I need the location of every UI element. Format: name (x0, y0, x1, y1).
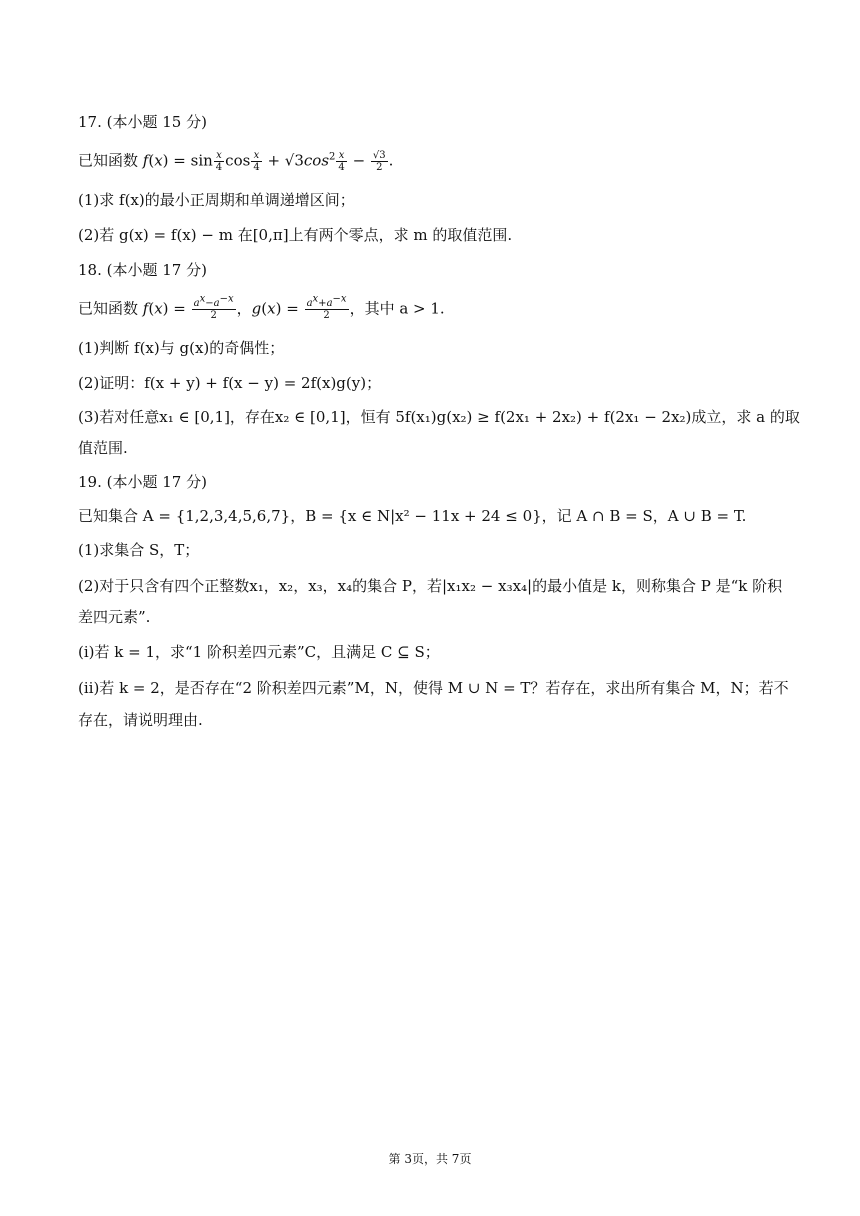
q17-part1: (1)求 f(x)的最小正周期和单调递增区间； (78, 191, 355, 209)
q17-header: 17. (本小题 15 分) (78, 113, 207, 131)
q18-stem-prefix: 已知函数 (78, 299, 143, 318)
q17-stem-prefix: 已知函数 (78, 151, 143, 170)
q19-sub-ii-line1: (ⅱ)若 k = 2，是否存在“2 阶积差四元素”M，N，使得 M ∪ N = T？若存在，求出所有集合 M，N；若不 (78, 679, 789, 697)
q18-part1: (1)判断 f(x)与 g(x)的奇偶性； (78, 339, 285, 357)
q18-header: 18. (本小题 17 分) (78, 261, 207, 279)
q18-part3-line1: (3)若对任意x₁ ∈ [0,1]，存在x₂ ∈ [0,1]，恒有 5f(x₁)g(x₂) ≥ f(2x₁ + 2x₂) + f(2x₁ − 2x₂)成立，求 a 的取 (78, 408, 800, 426)
page-footer: 第 3页，共 7页 (388, 1152, 472, 1166)
q17-stem: 已知函数 f(x) = sin $\frac{x}{4}$ cos $\frac{x}{4}$ + $√3\cos^2$ $\frac{x}{4}$ − $\frac{√3}{2}$ . (78, 150, 394, 173)
q19-part2-line2: 差四元素”. (78, 608, 151, 626)
q19-header: 19. (本小题 17 分) (78, 473, 207, 491)
q19-part1: (1)求集合 S，T； (78, 541, 200, 559)
q18-stem-suffix: ，其中 a > 1. (349, 299, 445, 318)
q19-sub-ii-line2: 存在，请说明理由. (78, 711, 203, 729)
q18-part3-line2: 值范围. (78, 439, 128, 457)
q18-part2: (2)证明：f(x + y) + f(x − y) = 2f(x)g(y)； (78, 374, 382, 392)
q17-part2: (2)若 g(x) = f(x) − m 在[0,π]上有两个零点，求 m 的取值范围. (78, 226, 513, 244)
q19-part2-line1: (2)对于只含有四个正整数x₁，x₂，x₃，x₄的集合 P，若|x₁x₂ − x₃x₄|的最小值是 k，则称集合 P 是“k 阶积 (78, 577, 783, 595)
q19-sub-i: (ⅰ)若 k = 1，求“1 阶积差四元素”C，且满足 C ⊆ S； (78, 643, 440, 661)
q18-stem: 已知函数 f(x) = $\frac{a^x-a^{-x}}{2}$ ，g(x) = $\frac{a^x+a^{-x}}{2}$ ，其中 a > 1. (78, 293, 445, 321)
q19-stem: 已知集合 A = {1,2,3,4,5,6,7}，B = {x ∈ N|x² − 11x + 24 ≤ 0}，记 A ∩ B = S，A ∪ B = T. (78, 507, 747, 525)
